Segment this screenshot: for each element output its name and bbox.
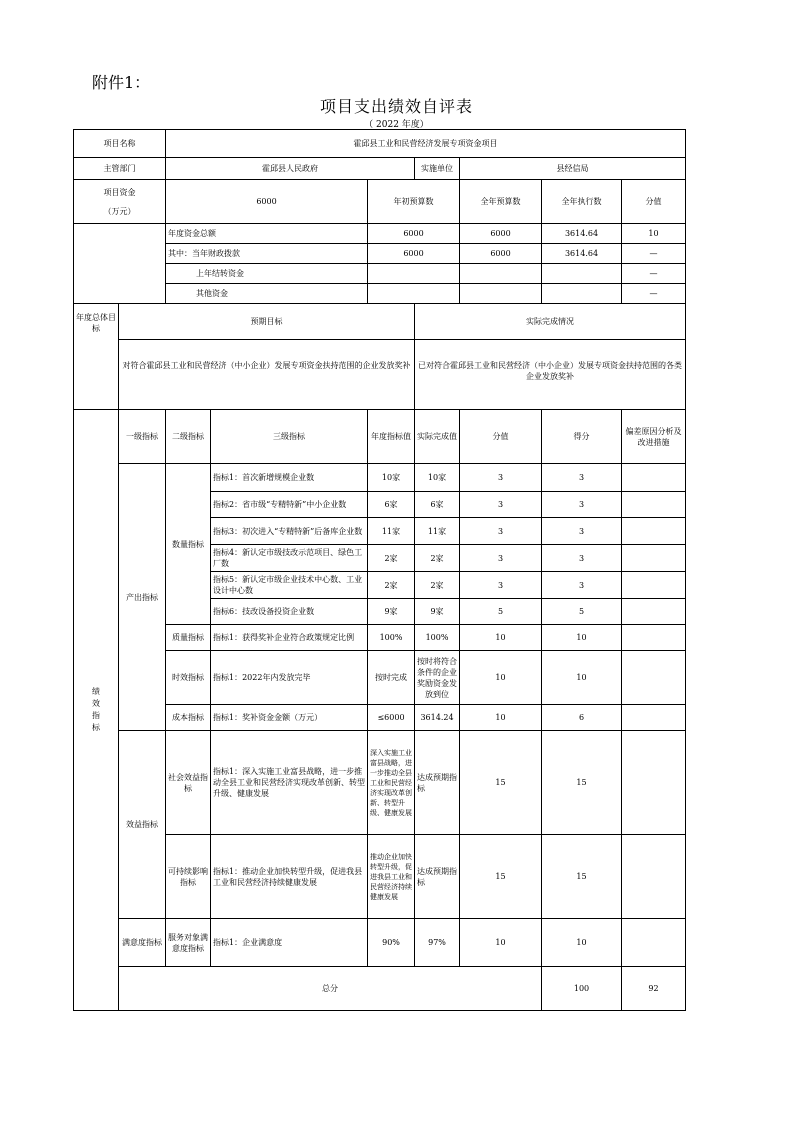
deviation-cell [622,731,686,835]
actual-value: 9家 [415,599,460,625]
got-value: 10 [542,625,622,651]
funds-cell [368,284,460,304]
satisfaction-indicator-label: 满意度指标 [119,919,166,967]
deviation-cell [622,464,686,492]
funds-cell: 6000 [368,244,460,264]
funds-row-name: 年度资金总额 [166,224,368,244]
quantity-indicator-label: 数量指标 [166,464,211,625]
expected-goal-header: 预期目标 [119,304,415,340]
score-value: 5 [460,599,542,625]
funds-cell [460,284,542,304]
deviation-cell [622,492,686,518]
actual-goal-header: 实际完成情况 [415,304,686,340]
score-value: 3 [460,464,542,492]
social-indicator-label: 社会效益指标 [166,731,211,835]
self-evaluation-table [73,129,686,1011]
actual-value: 按时将符合条件的企业奖励资金发放到位 [415,651,460,705]
funds-cell: 3614.64 [542,224,622,244]
funds-label-unit: （万元） [103,206,136,216]
satisfaction-sub-label: 服务对象满意度指标 [166,919,211,967]
level3-indicator: 指标1：企业满意度 [211,919,368,967]
perf-header: 年度指标值 [368,410,415,464]
funds-cell: 6000 [460,224,542,244]
score-value: 10 [460,705,542,731]
level3-indicator: 指标1：获得奖补企业符合政策规定比例 [211,625,368,651]
got-value: 15 [542,731,622,835]
target-value: ≤6000 [368,705,415,731]
level3-indicator: 指标1：首次新增规模企业数 [211,464,368,492]
total-score: 100 [542,967,622,1011]
funds-cell: 3614.64 [542,244,622,264]
score-value: 10 [460,625,542,651]
funds-row-name: 其中：当年财政拨款 [166,244,368,264]
perf-indicator-label [74,410,119,1011]
output-indicator-label: 产出指标 [119,464,166,731]
actual-value: 11家 [415,518,460,545]
got-value: 15 [542,835,622,919]
got-value: 5 [542,599,622,625]
level3-indicator: 指标1：奖补资金金额（万元） [211,705,368,731]
got-value: 3 [542,572,622,599]
year-label: （ 2022 年度） [364,120,429,130]
deviation-cell [622,572,686,599]
score-value: 15 [460,731,542,835]
level3-indicator: 指标2：省市级“专精特新”中小企业数 [211,492,368,518]
score-value: 3 [460,518,542,545]
funds-row-name: 其他资金 [166,284,368,304]
project-name-label: 项目名称 [74,130,166,158]
target-value: 9家 [368,599,415,625]
funds-cell: 6000 [460,244,542,264]
score-value: 3 [460,492,542,518]
funds-header: 年初预算数 [368,180,460,224]
funds-cell [460,264,542,284]
target-value: 深入实施工业富县战略，进一步推动全县工业和民营经济实现改革创新、转型升级、健康发展 [368,731,415,835]
level3-indicator: 指标3：初次进入“专精特新”后备库企业数 [211,518,368,545]
impl-label: 实施单位 [415,158,460,180]
impl-value: 县经信局 [460,158,686,180]
got-value: 3 [542,464,622,492]
total-got: 92 [622,967,686,1011]
quality-indicator-label: 质量指标 [166,625,211,651]
attachment-label: 附件1： [92,73,151,92]
level3-indicator: 指标4：新认定市级技改示范项目、绿色工厂数 [211,545,368,572]
actual-value: 97% [415,919,460,967]
total-label: 总分 [119,967,542,1011]
funds-cell: — [622,244,686,264]
level3-indicator: 指标1：深入实施工业富县战略，进一步推动全县工业和民营经济实现改革创新、转型升级、健康发展 [211,731,368,835]
perf-header: 一级指标 [119,410,166,464]
target-value: 90% [368,919,415,967]
perf-header: 偏差原因分析及改进措施 [622,410,686,464]
target-value: 100% [368,625,415,651]
funds-cell [542,284,622,304]
project-name-value: 霍邱县工业和民营经济发展专项资金项目 [166,130,686,158]
funds-row [74,224,686,244]
got-value: 3 [542,492,622,518]
score-value: 10 [460,651,542,705]
funds-cell: 6000 [368,224,460,244]
score-value: 3 [460,572,542,599]
funds-row [74,264,686,284]
dept-value: 霍邱县人民政府 [166,158,415,180]
funds-row-name: 上年结转资金 [166,264,368,284]
annual-goal-label: 年度总体目标 [74,304,119,410]
actual-value: 2家 [415,545,460,572]
actual-value: 6家 [415,492,460,518]
score-value: 15 [460,835,542,919]
expected-goal-text: 对符合霍邱县工业和民营经济（中小企业）发展专项资金扶持范围的企业发放奖补 [119,340,415,410]
funds-row [74,244,686,264]
funds-cell [368,264,460,284]
deviation-cell [622,919,686,967]
actual-goal-text: 已对符合霍邱县工业和民营经济（中小企业）发展专项资金扶持范围的各类企业发放奖补 [415,340,686,410]
funds-header: 全年执行数 [542,180,622,224]
perf-header: 三级指标 [211,410,368,464]
perf-header: 实际完成值 [415,410,460,464]
funds-cell: — [622,264,686,284]
funds-row [74,284,686,304]
got-value: 3 [542,518,622,545]
target-value: 10家 [368,464,415,492]
sustain-indicator-label: 可持续影响指标 [166,835,211,919]
level3-indicator: 指标1：2022年内发放完毕 [211,651,368,705]
perf-header: 分值 [460,410,542,464]
deviation-cell [622,625,686,651]
deviation-cell [622,599,686,625]
got-value: 3 [542,545,622,572]
actual-value: 达成预期指标 [415,835,460,919]
got-value: 6 [542,705,622,731]
level3-indicator: 指标5：新认定市级企业技术中心数、工业设计中心数 [211,572,368,599]
funds-label [74,180,166,224]
page-title: 项目支出绩效自评表 [319,97,473,116]
score-value: 3 [460,545,542,572]
target-value: 2家 [368,572,415,599]
target-value: 2家 [368,545,415,572]
target-value: 按时完成 [368,651,415,705]
deviation-cell [622,545,686,572]
deviation-cell [622,835,686,919]
funds-label-main: 项目资金 [103,187,136,197]
actual-value: 100% [415,625,460,651]
target-value: 推动企业加快转型升级，促进我县工业和民营经济持续健康发展 [368,835,415,919]
perf-indicator-text: 绩效指标 [92,687,100,732]
actual-value: 10家 [415,464,460,492]
funds-cell [542,264,622,284]
benefit-indicator-label: 效益指标 [119,731,166,919]
got-value: 10 [542,919,622,967]
funds-cell: 10 [622,224,686,244]
level3-indicator: 指标6：技改设备投资企业数 [211,599,368,625]
actual-value: 3614.24 [415,705,460,731]
funds-header: 分值 [622,180,686,224]
funds-cell: — [622,284,686,304]
perf-header: 得分 [542,410,622,464]
deviation-cell [622,705,686,731]
time-indicator-label: 时效指标 [166,651,211,705]
deviation-cell [622,518,686,545]
target-value: 6家 [368,492,415,518]
funds-header: 全年预算数 [460,180,542,224]
deviation-cell [622,651,686,705]
dept-label: 主管部门 [74,158,166,180]
level3-indicator: 指标1：推动企业加快转型升级，促进我县工业和民营经济持续健康发展 [211,835,368,919]
target-value: 11家 [368,518,415,545]
cost-indicator-label: 成本指标 [166,705,211,731]
perf-header: 二级指标 [166,410,211,464]
funds-amount: 6000 [166,180,368,224]
actual-value: 2家 [415,572,460,599]
score-value: 10 [460,919,542,967]
actual-value: 达成预期指标 [415,731,460,835]
got-value: 10 [542,651,622,705]
